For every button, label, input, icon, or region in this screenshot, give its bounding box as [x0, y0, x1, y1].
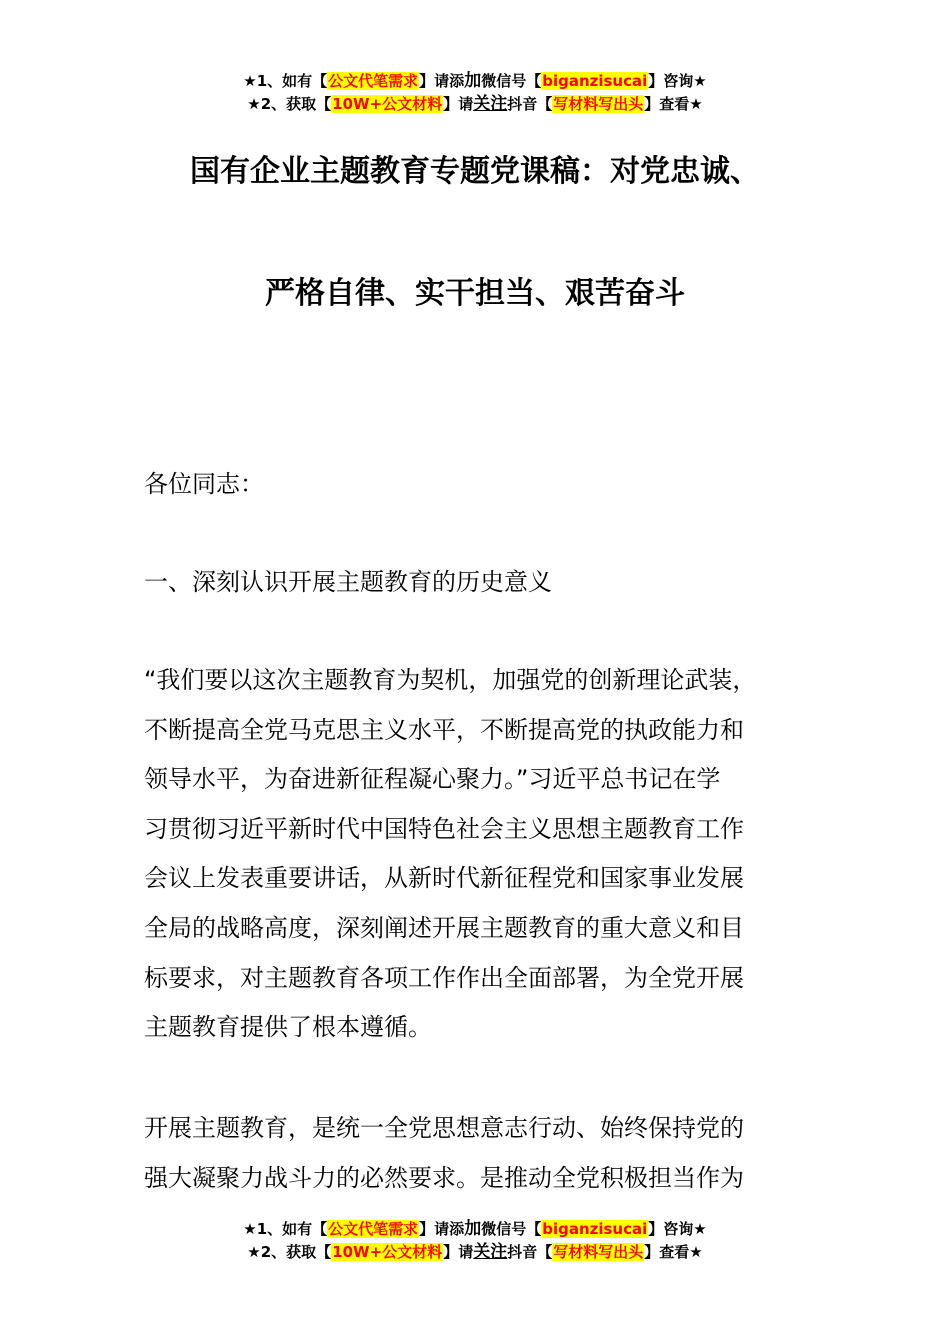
- banner-highlight: 10W+公文材料: [332, 1243, 443, 1261]
- banner-text: 】咨询★: [648, 1220, 707, 1238]
- paragraph-line: 领导水平，为奋进新征程凝心聚力。”习近平总书记在学: [144, 765, 721, 794]
- paragraph-line: 会议上发表重要讲话，从新时代新征程党和国家事业发展: [144, 864, 744, 893]
- banner-text: 】查看★: [644, 95, 703, 113]
- banner-text: 】咨询★: [648, 72, 707, 90]
- banner-wechat-id: biganzisucai: [542, 72, 648, 90]
- banner-text: ★2、获取【: [247, 95, 332, 113]
- banner-line-1: [0, 70, 950, 93]
- paragraph-line: 强大凝聚力战斗力的必然要求。是推动全党积极担当作为: [144, 1163, 744, 1192]
- banner-douyin-id: 写材料写出头: [553, 1243, 644, 1261]
- banner-text: 】请: [443, 1243, 474, 1261]
- banner-text: 关注: [473, 94, 508, 114]
- banner-text: ★1、如有【: [243, 1220, 328, 1238]
- banner-highlight: 公文代笔需求: [328, 72, 419, 90]
- paragraph-1: [144, 656, 808, 1053]
- banner-text: 关注: [473, 1242, 508, 1262]
- banner-text: 】请: [443, 95, 474, 113]
- greeting: 各位同志：: [144, 470, 264, 498]
- banner-text: ★2、获取【: [247, 1243, 332, 1261]
- paragraph-line: 主题教育提供了根本遵循。: [144, 1013, 432, 1042]
- paragraph-line: 习贯彻习近平新时代中国特色社会主义思想主题教育工作: [144, 814, 744, 843]
- paragraph-2: [144, 1104, 808, 1203]
- paragraph-line: 不断提高全党马克思主义水平，不断提高党的执政能力和: [144, 715, 744, 744]
- banner-text: ★1、如有【: [243, 72, 328, 90]
- document-title-line-1: 国有企业主题教育专题党课稿：对党忠诚、: [190, 154, 760, 189]
- paragraph-line: 开展主题教育，是统一全党思想意志行动、始终保持党的: [144, 1114, 744, 1142]
- banner-line-2: [0, 93, 950, 116]
- bottom-banner: [0, 1218, 950, 1264]
- banner-douyin-id: 写材料写出头: [553, 95, 644, 113]
- banner-line-1: [0, 1218, 950, 1241]
- banner-highlight: 10W+公文材料: [332, 95, 443, 113]
- banner-line-2: [0, 1241, 950, 1264]
- banner-text: 微信号【: [481, 72, 542, 90]
- document-title-line-2: 严格自律、实干担当、艰苦奋斗: [265, 276, 685, 311]
- paragraph-line: “我们要以这次主题教育为契机，加强党的创新理论武装，: [144, 666, 757, 694]
- banner-text: 加: [464, 71, 482, 91]
- banner-text: 】查看★: [644, 1243, 703, 1261]
- banner-text: 抖音【: [507, 95, 553, 113]
- top-banner: [0, 70, 950, 116]
- banner-text: 微信号【: [481, 1220, 542, 1238]
- banner-text: 抖音【: [507, 1243, 553, 1261]
- banner-highlight: 公文代笔需求: [328, 1220, 419, 1238]
- banner-text: 】请添: [419, 1220, 465, 1238]
- banner-text: 】请添: [419, 72, 465, 90]
- paragraph-line: 全局的战略高度，深刻阐述开展主题教育的重大意义和目: [144, 913, 744, 942]
- banner-wechat-id: biganzisucai: [542, 1220, 648, 1238]
- section-heading: 一、深刻认识开展主题教育的历史意义: [144, 568, 552, 596]
- paragraph-line: 标要求，对主题教育各项工作作出全面部署，为全党开展: [144, 963, 744, 992]
- banner-text: 加: [464, 1219, 482, 1239]
